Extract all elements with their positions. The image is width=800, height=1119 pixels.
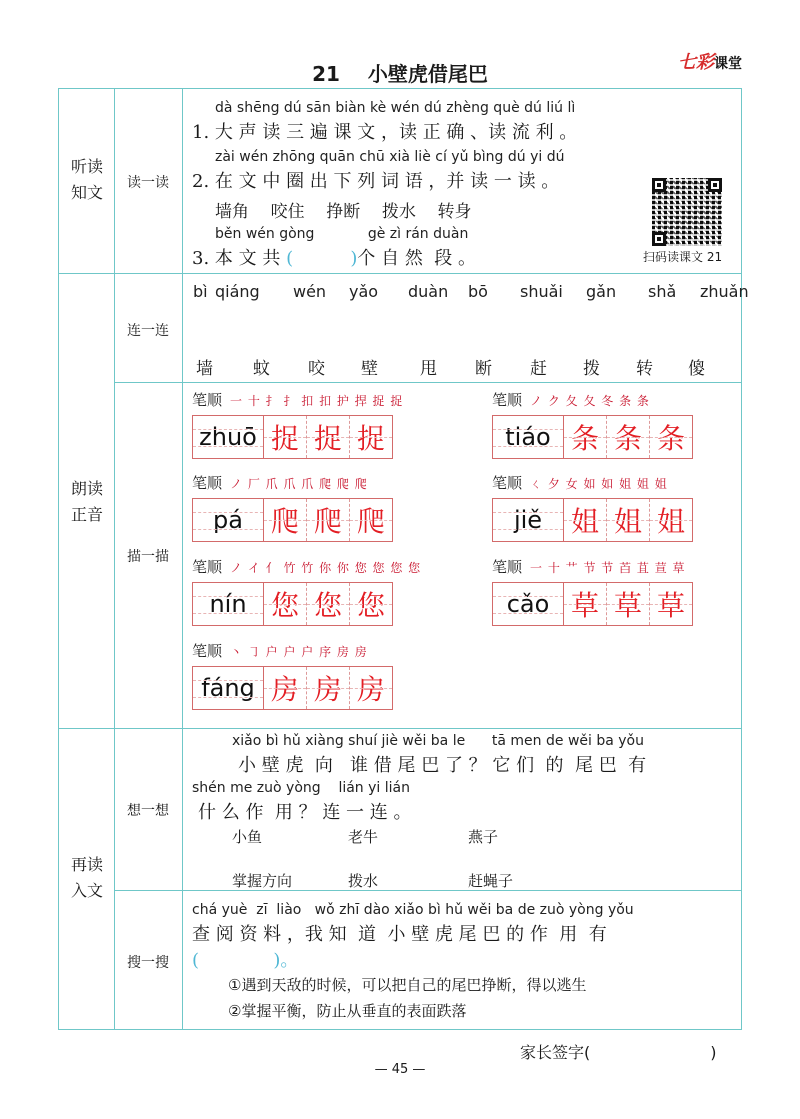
connect-pinyin[interactable]: gǎn (586, 282, 617, 301)
connect-pinyin[interactable]: shǎ (648, 282, 677, 301)
stroke-order-label: 笔顺 (192, 642, 223, 660)
trace-char-cell[interactable]: 姐 (607, 499, 650, 541)
trace-char-cell[interactable]: 草 (607, 583, 650, 625)
answer-blank[interactable]: ( )。 (192, 950, 299, 971)
trace-char-cell[interactable]: 条 (564, 416, 607, 458)
connect-char[interactable]: 转 (636, 359, 653, 379)
trace-char-cell[interactable]: 捉 (350, 416, 392, 458)
section-label-listen: 听读 知文 (70, 157, 103, 202)
connect-char[interactable]: 拨 (583, 359, 600, 379)
connect-char[interactable]: 蚊 (253, 359, 270, 379)
match-bottom-3[interactable]: 赶蝇子 (468, 872, 514, 890)
divider (58, 728, 742, 729)
trace-char-cell[interactable]: 爬 (264, 499, 307, 541)
trace-char-cell[interactable]: 条 (607, 416, 650, 458)
answer-blank[interactable]: ( ) (286, 248, 358, 269)
qr-code-icon[interactable] (652, 178, 722, 246)
trace-char-cell[interactable]: 捉 (307, 416, 350, 458)
pinyin-cell: cǎo (493, 583, 564, 625)
question-line: 什 么 作 用 ？ 连 一 连 。 (198, 802, 412, 823)
match-top-1[interactable]: 小鱼 (232, 828, 263, 846)
connect-char[interactable]: 墙 (196, 359, 213, 379)
qr-caption: 扫码读课文 21 (643, 250, 723, 264)
writing-box[interactable] (192, 498, 393, 542)
lesson-number: 21 (312, 62, 340, 86)
connect-char[interactable]: 赶 (530, 359, 547, 379)
connect-pinyin[interactable]: qiáng (215, 282, 260, 301)
instruction-2: 2. 在 文 中 圈 出 下 列 词 语 ，并 读 一 读 。 (192, 171, 560, 192)
option-2[interactable]: ②掌握平衡，防止从垂直的表面跌落 (228, 1002, 467, 1020)
section-label-pronounce: 朗读 正音 (70, 479, 103, 524)
instruction-3: 3. 本 文 共 ( )个 自 然 段 。 (192, 248, 476, 269)
stroke-order-label: 笔顺 (492, 474, 523, 492)
stroke-sequence: 一 十 艹 节 节 苩 苴 荁 草 (530, 561, 686, 575)
divider (114, 890, 742, 891)
pinyin-cell: zhuō (193, 416, 264, 458)
trace-char-cell[interactable]: 爬 (350, 499, 392, 541)
stroke-sequence: ノ ク 夂 夂 冬 条 条 (530, 394, 650, 408)
trace-char-cell[interactable]: 草 (564, 583, 607, 625)
section-label-reread: 再读 入文 (70, 855, 103, 900)
connect-char[interactable]: 咬 (308, 359, 325, 379)
stroke-order-label: 笔顺 (192, 391, 223, 409)
trace-char-cell[interactable]: 爬 (307, 499, 350, 541)
connect-pinyin[interactable]: duàn (408, 282, 449, 301)
match-bottom-1[interactable]: 掌握方向 (232, 872, 293, 890)
trace-char-cell[interactable]: 房 (350, 667, 392, 709)
sub-label-trace: 描一描 (127, 549, 169, 565)
writing-box[interactable] (492, 582, 693, 626)
writing-box[interactable] (192, 415, 393, 459)
pinyin-cell: nín (193, 583, 264, 625)
match-bottom-2[interactable]: 拨水 (348, 872, 379, 890)
trace-char-cell[interactable]: 捉 (264, 416, 307, 458)
writing-box[interactable] (492, 498, 693, 542)
match-top-2[interactable]: 老牛 (348, 828, 379, 846)
stroke-order-label: 笔顺 (192, 474, 223, 492)
stroke-order-label: 笔顺 (492, 391, 523, 409)
trace-char-cell[interactable]: 姐 (650, 499, 692, 541)
connect-pinyin[interactable]: shuǎi (520, 282, 563, 301)
question-line: 小 壁 虎 向 谁 借 尾 巴 了 ？ 它 们 的 尾 巴 有 (238, 755, 647, 776)
trace-char-cell[interactable]: 您 (350, 583, 392, 625)
pinyin-cell: pá (193, 499, 264, 541)
parent-signature[interactable]: 家长签字( ) (520, 1043, 717, 1062)
trace-char-cell[interactable]: 房 (264, 667, 307, 709)
pinyin-cell: jiě (493, 499, 564, 541)
pinyin-line: běn wén gòng gè zì rán duàn (215, 226, 469, 242)
trace-char-cell[interactable]: 房 (307, 667, 350, 709)
connect-char[interactable]: 壁 (361, 359, 378, 379)
connect-pinyin[interactable]: zhuǎn (700, 282, 749, 301)
stroke-sequence: ノ イ 亻 竹 竹 你 你 您 您 您 您 (230, 561, 422, 575)
divider (182, 88, 183, 1030)
trace-char-cell[interactable]: 条 (650, 416, 692, 458)
divider (114, 382, 742, 383)
writing-box[interactable] (192, 582, 393, 626)
pinyin-cell: fáng (193, 667, 264, 709)
instruction-1: 1. 大 声 读 三 遍 课 文 ，读 正 确 、读 流 利 。 (192, 122, 578, 143)
question-line: 查 阅 资 料 ，我 知 道 小 壁 虎 尾 巴 的 作 用 有 (192, 924, 607, 945)
connect-pinyin[interactable]: wén (293, 282, 327, 301)
stroke-sequence: 一 十 扌 扌 扣 扣 护 捍 捉 捉 (230, 394, 404, 408)
word-list: 墙角 咬住 挣断 拨水 转身 (215, 202, 472, 222)
sub-label-connect: 连一连 (127, 323, 169, 339)
stroke-order-label: 笔顺 (492, 558, 523, 576)
trace-char-cell[interactable]: 您 (307, 583, 350, 625)
connect-pinyin[interactable]: bō (468, 282, 488, 301)
stroke-sequence: ㄑ 夕 女 如 如 姐 姐 姐 (530, 477, 668, 491)
stroke-sequence: ノ 厂 爪 爪 爪 爬 爬 爬 (230, 477, 368, 491)
trace-char-cell[interactable]: 草 (650, 583, 692, 625)
trace-char-cell[interactable]: 您 (264, 583, 307, 625)
option-1[interactable]: ①遇到天敌的时候，可以把自己的尾巴挣断，得以逃生 (228, 976, 587, 994)
pinyin-line: zài wén zhōng quān chū xià liè cí yǔ bìng dú yi dú (215, 149, 565, 165)
pinyin-line: shén me zuò yòng lián yi lián (192, 780, 410, 796)
sub-label-read: 读一读 (127, 175, 169, 191)
publisher-logo: 七彩课堂 (678, 52, 742, 73)
trace-char-cell[interactable]: 姐 (564, 499, 607, 541)
divider (58, 273, 742, 274)
pinyin-line: xiǎo bì hǔ xiàng shuí jiè wěi ba le tā men de wěi ba yǒu (232, 733, 644, 749)
sub-label-think: 想一想 (127, 803, 169, 819)
connect-char[interactable]: 甩 (420, 359, 437, 379)
pinyin-cell: tiáo (493, 416, 564, 458)
pinyin-line: chá yuè zī liào wǒ zhī dào xiǎo bì hǔ wěi ba de zuò yòng yǒu (192, 902, 634, 918)
connect-pinyin[interactable]: yǎo (349, 282, 379, 301)
stroke-order-label: 笔顺 (192, 558, 223, 576)
connect-pinyin[interactable]: bì (193, 282, 208, 301)
connect-char[interactable]: 傻 (688, 359, 705, 379)
stroke-sequence: 丶 ㇆ 户 户 户 序 房 房 (230, 645, 368, 659)
sub-label-search: 搜一搜 (127, 955, 169, 971)
connect-char[interactable]: 断 (475, 359, 492, 379)
writing-box[interactable] (492, 415, 693, 459)
pinyin-line: dà shēng dú sān biàn kè wén dú zhèng què dú liú lì (215, 100, 576, 116)
match-top-3[interactable]: 燕子 (468, 828, 499, 846)
writing-box[interactable] (192, 666, 393, 710)
page-number: — 45 — (374, 1062, 426, 1077)
lesson-title: 小壁虎借尾巴 (367, 62, 488, 86)
